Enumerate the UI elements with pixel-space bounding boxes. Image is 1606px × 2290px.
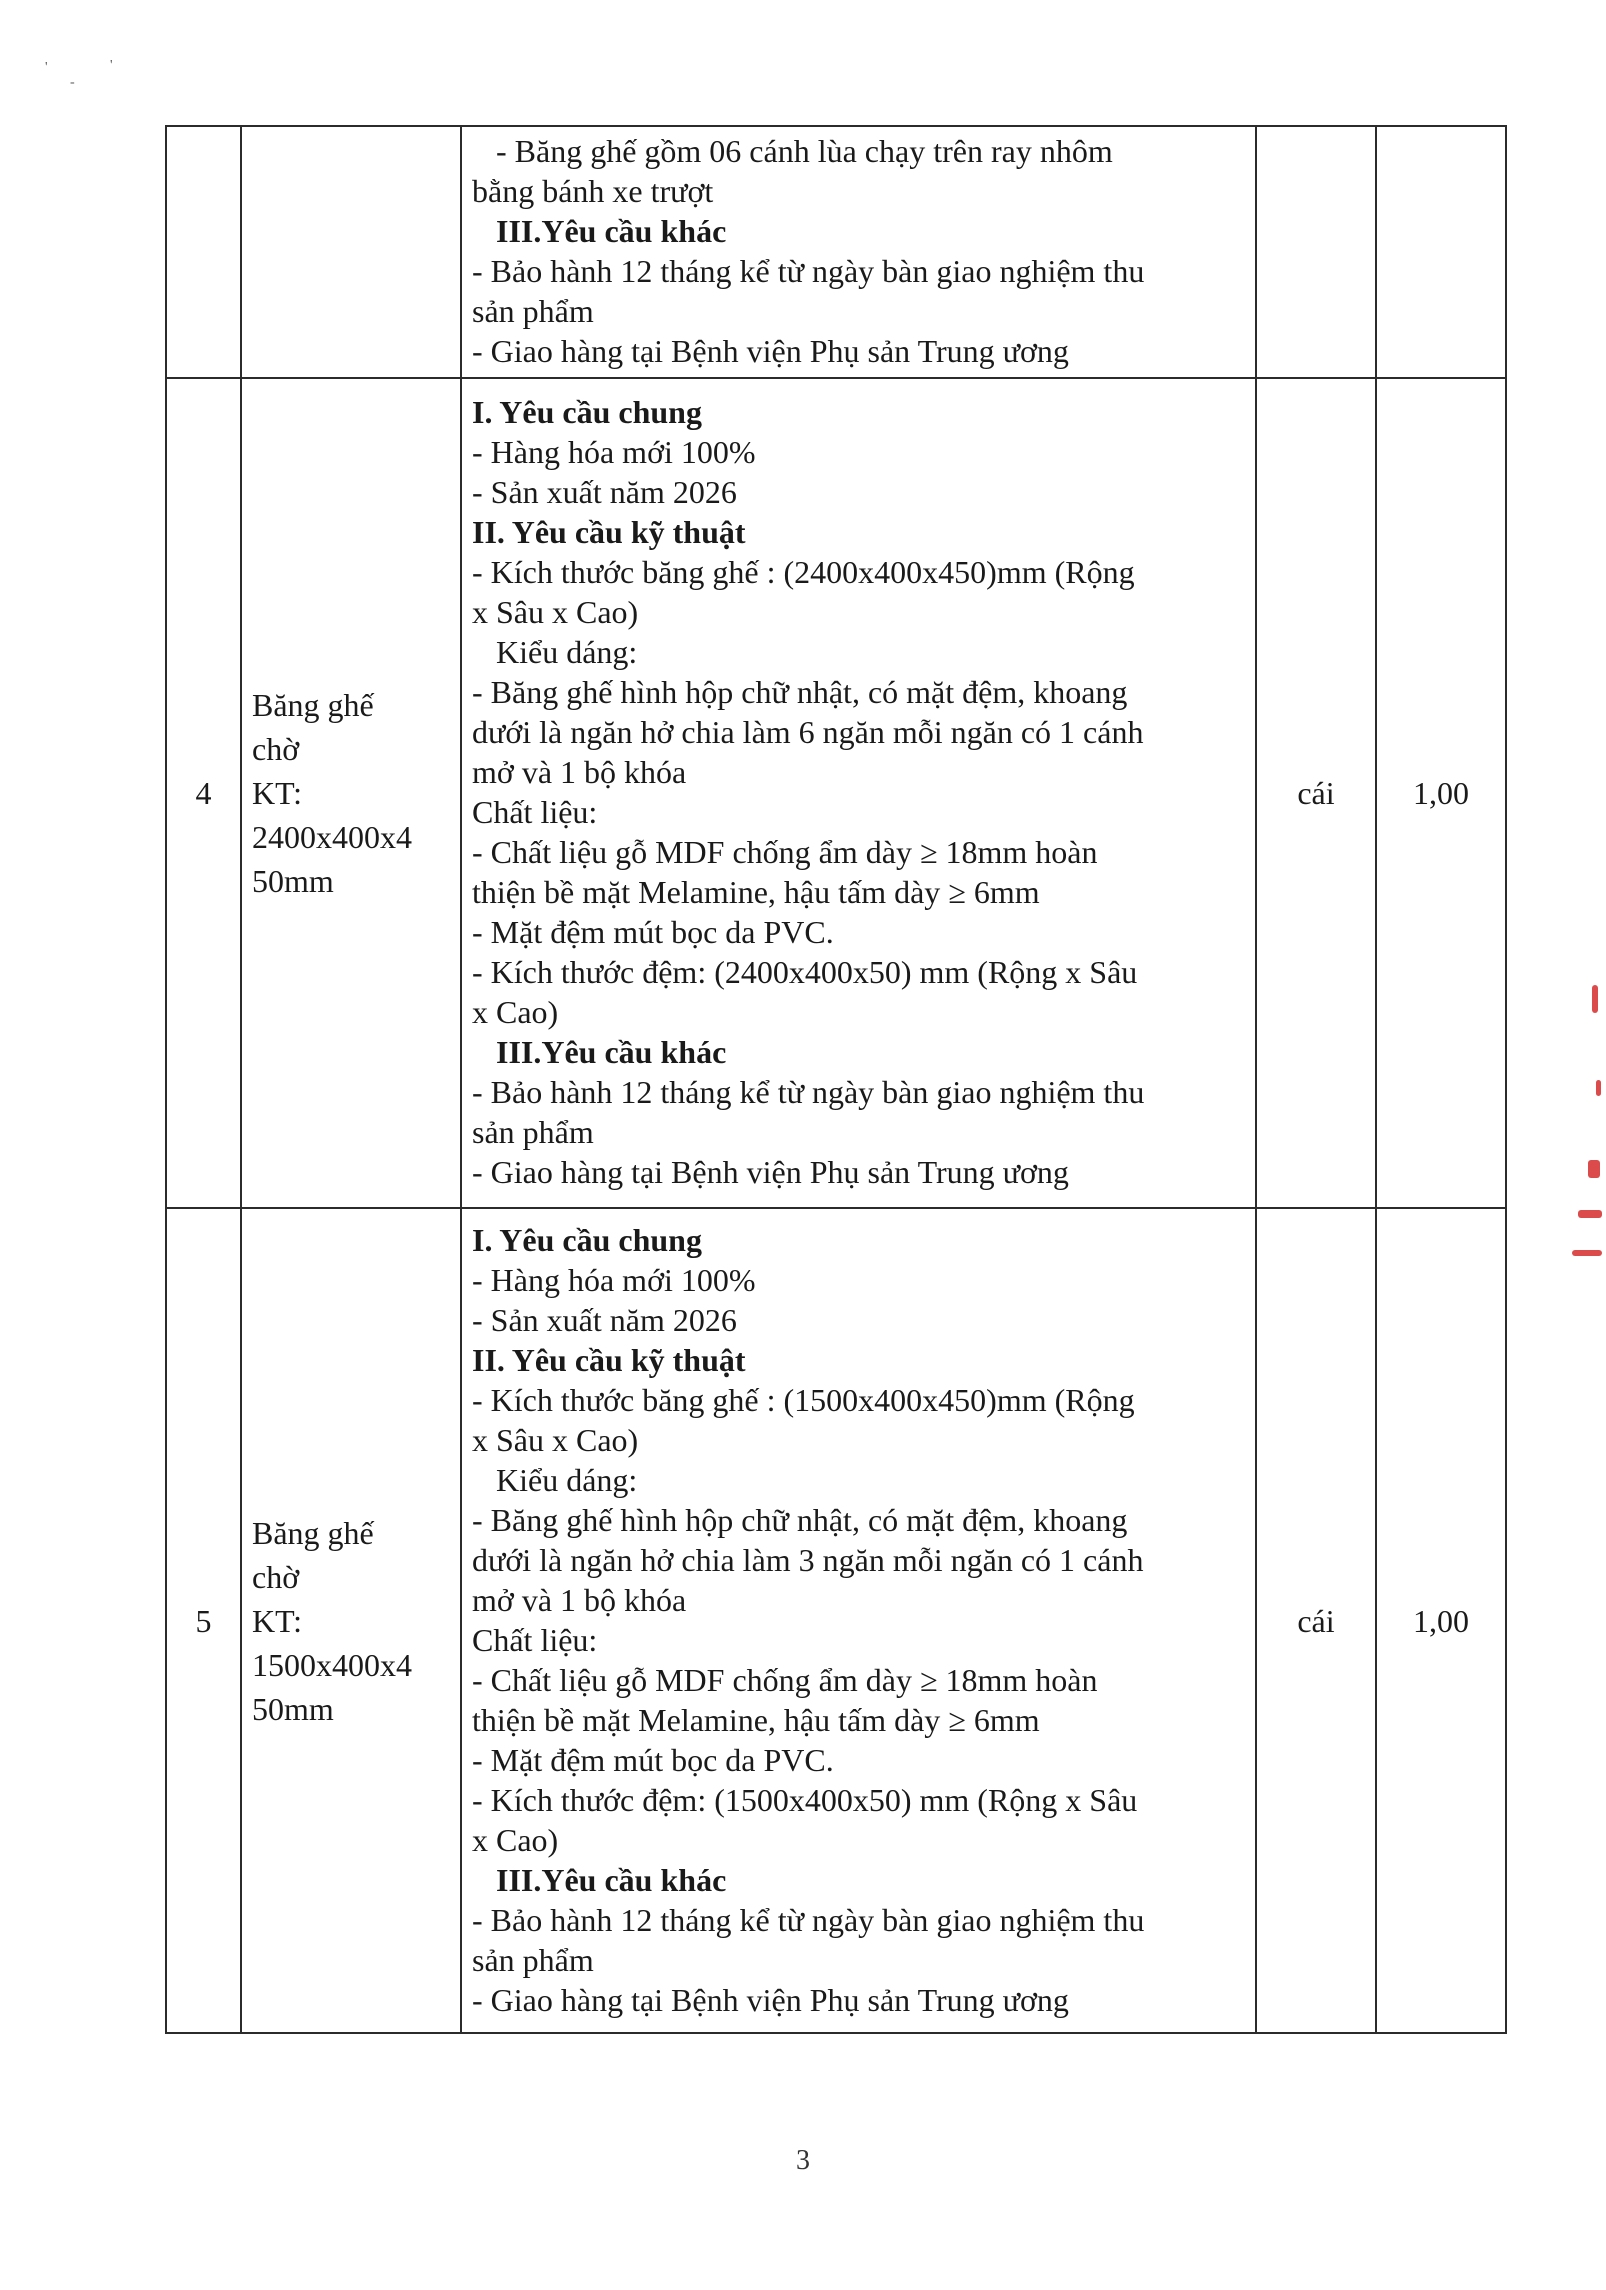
spec-line: - Kích thước đệm: (1500x400x50) mm (Rộng x Sâu [472,1781,1138,1818]
spec-line: - Bảo hành 12 tháng kể từ ngày bàn giao nghiệm thu [472,253,1145,289]
spec-line: thiện bề mặt Melamine, hậu tấm dày ≥ 6mm [472,1701,1040,1738]
spec-line: - Chất liệu gỗ MDF chống ẩm dày ≥ 18mm hoàn [472,834,1098,870]
spec-line: - Bảo hành 12 tháng kể từ ngày bàn giao nghiệm thu [472,1074,1145,1110]
spec-line: x Sâu x Cao) [472,1421,639,1458]
spec-cell [461,1208,1256,2033]
spec-line: - Sản xuất năm 2026 [472,1301,737,1338]
spec-line: thiện bề mặt Melamine, hậu tấm dày ≥ 6mm [472,874,1040,910]
spec-line: sản phẩm [472,1941,594,1978]
spec-table [165,125,1507,2034]
item-name-line: 50mm [252,1690,334,1727]
item-name-line: 2400x400x4 [252,819,412,855]
unit-cell: cái [1256,378,1376,1208]
table-row [166,126,1506,378]
spec-line: sản phẩm [472,293,594,329]
quantity-cell: 1,00 [1376,1208,1506,2033]
spec-line: - Băng ghế gồm 06 cánh lùa chạy trên ray nhôm [496,133,1113,169]
stamp-fragment [1592,985,1598,1013]
spec-line: x Cao) [472,1821,559,1858]
spec-line: Chất liệu: [472,1621,598,1658]
stamp-fragment [1588,1160,1600,1178]
stamp-fragment [1596,1080,1601,1096]
spec-line: - Hàng hóa mới 100% [472,1261,756,1298]
unit-cell: cái [1256,1208,1376,2033]
spec-table-body [166,126,1506,2033]
item-name-line: KT: [252,1602,302,1639]
table-row [166,378,1506,1208]
spec-line: bằng bánh xe trượt [472,173,714,209]
row-number-cell: 5 [166,1208,241,2033]
item-name-line: chờ [252,1558,300,1595]
spec-line: Kiểu dáng: [496,1461,638,1498]
scan-speck: ' [110,58,113,73]
spec-heading: I. Yêu cầu chung [472,394,702,430]
spec-line: - Giao hàng tại Bệnh viện Phụ sản Trung ương [472,1154,1069,1190]
item-name-line: 1500x400x4 [252,1646,412,1683]
item-name-line: KT: [252,775,302,811]
spec-line: - Mặt đệm mút bọc da PVC. [472,914,834,950]
spec-line: - Giao hàng tại Bệnh viện Phụ sản Trung ương [472,333,1069,369]
spec-line: Chất liệu: [472,794,598,830]
spec-line: x Sâu x Cao) [472,594,639,630]
item-name-cell [241,1208,461,2033]
spec-heading: II. Yêu cầu kỹ thuật [472,1341,746,1378]
spec-heading: I. Yêu cầu chung [472,1221,702,1258]
spec-line: x Cao) [472,994,559,1030]
unit-cell [1256,126,1376,378]
quantity-cell: 1,00 [1376,378,1506,1208]
row-number-cell [166,126,241,378]
spec-heading: III.Yêu cầu khác [496,213,727,249]
spec-line: - Hàng hóa mới 100% [472,434,756,470]
spec-line: Kiểu dáng: [496,634,638,670]
spec-line: sản phẩm [472,1114,594,1150]
item-name-cell [241,378,461,1208]
spec-line: mở và 1 bộ khóa [472,1581,687,1618]
spec-cell [461,378,1256,1208]
scan-speck: ' [45,60,48,75]
item-name-line: chờ [252,731,300,767]
spec-line: - Chất liệu gỗ MDF chống ẩm dày ≥ 18mm hoàn [472,1661,1098,1698]
spec-line: dưới là ngăn hở chia làm 6 ngăn mỗi ngăn có 1 cánh [472,714,1144,750]
item-name-line: Băng ghế [252,1514,374,1551]
quantity-cell [1376,126,1506,378]
spec-line: - Băng ghế hình hộp chữ nhật, có mặt đệm, khoang [472,674,1128,710]
spec-heading: III.Yêu cầu khác [496,1034,727,1070]
spec-line: - Kích thước đệm: (2400x400x50) mm (Rộng x Sâu [472,954,1138,990]
item-name-line: 50mm [252,863,334,899]
row-number-cell: 4 [166,378,241,1208]
stamp-fragment [1572,1250,1602,1256]
spec-line: - Kích thước băng ghế : (1500x400x450)mm (Rộng [472,1381,1135,1418]
spec-line: dưới là ngăn hở chia làm 3 ngăn mỗi ngăn có 1 cánh [472,1541,1144,1578]
spec-line: - Giao hàng tại Bệnh viện Phụ sản Trung ương [472,1981,1069,2018]
spec-line: - Bảo hành 12 tháng kể từ ngày bàn giao nghiệm thu [472,1901,1145,1938]
spec-line: - Mặt đệm mút bọc da PVC. [472,1741,834,1778]
spec-line: - Băng ghế hình hộp chữ nhật, có mặt đệm, khoang [472,1501,1128,1538]
page-number: 3 [796,2145,810,2176]
spec-heading: II. Yêu cầu kỹ thuật [472,514,746,550]
table-row [166,1208,1506,2033]
spec-line: - Sản xuất năm 2026 [472,474,737,510]
item-name-cell [241,126,461,378]
spec-cell [461,126,1256,378]
stamp-fragment [1578,1210,1602,1218]
spec-heading: III.Yêu cầu khác [496,1861,727,1898]
spec-line: mở và 1 bộ khóa [472,754,687,790]
spec-line: - Kích thước băng ghế : (2400x400x450)mm (Rộng [472,554,1135,590]
scan-speck: - [70,75,75,90]
item-name-line: Băng ghế [252,687,374,723]
